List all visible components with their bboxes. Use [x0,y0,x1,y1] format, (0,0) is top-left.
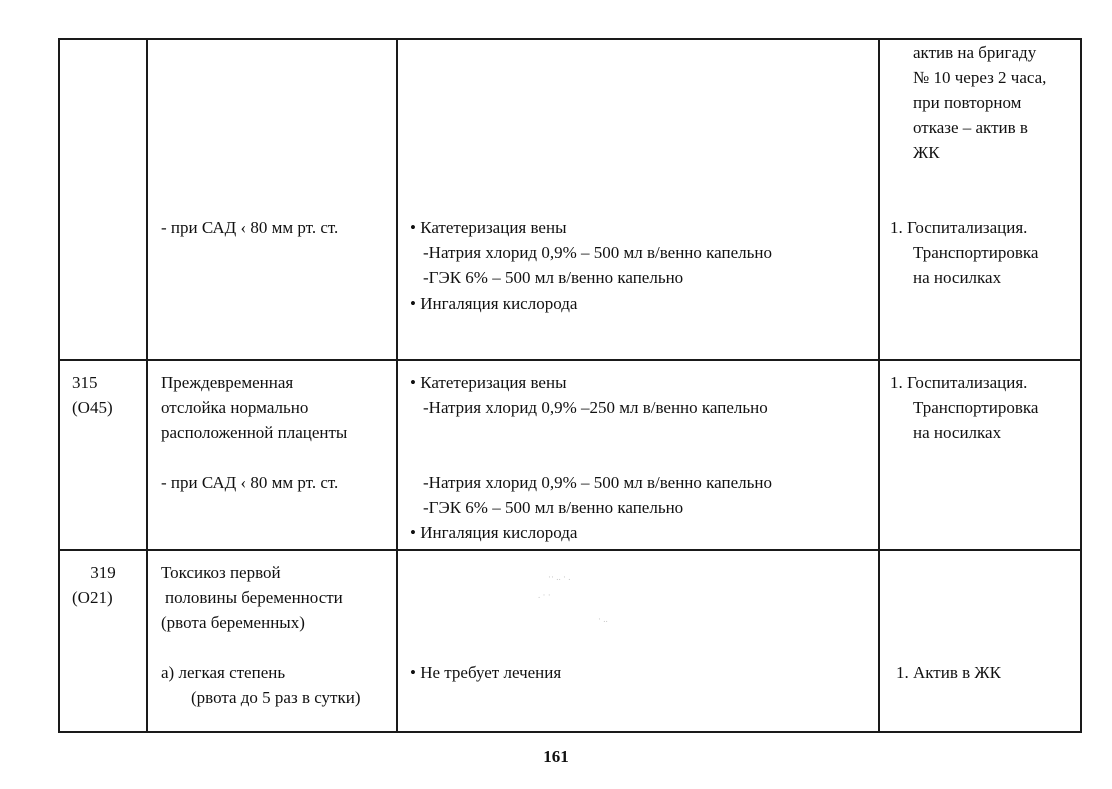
protocol-table [58,38,1082,733]
tactics-cell [879,550,1081,732]
tactics-cell [879,360,1081,550]
scan-noise: · .. [598,614,608,624]
tactics-line: Транспортировка [913,243,1039,262]
treatment-cell [397,360,879,550]
treatment-line: • Ингаляция кислорода [410,294,578,313]
condition-cell [147,39,397,360]
condition-line: - при САД ‹ 80 мм рт. ст. [161,218,339,237]
tactics-line: отказе – актив в [913,118,1028,137]
treatment-cell [397,550,879,732]
code-cell [59,550,147,732]
code-line: (O21) [72,588,113,607]
treatment-line: -Натрия хлорид 0,9% – 500 мл в/венно капельно [423,243,772,262]
code-line: (O45) [72,398,113,417]
treatment-line: -Натрия хлорид 0,9% –250 мл в/венно капельно [423,398,768,417]
scan-noise: ·· .. · . [548,572,571,582]
condition-line: (рвота беременных) [161,613,305,632]
table-row [59,39,1081,360]
code-cell [59,360,147,550]
tactics-line: при повторном [913,93,1022,112]
tactics-line: на носилках [913,268,1002,287]
treatment-line: • Не требует лечения [410,663,562,682]
scan-noise: . · · [538,590,551,600]
table-row [59,550,1081,732]
tactics-cell [879,39,1081,360]
tactics-line: 1. Госпитализация. [890,218,1028,237]
condition-cell [147,360,397,550]
condition-cell [147,550,397,732]
condition-line: - при САД ‹ 80 мм рт. ст. [161,473,339,492]
condition-line: Преждевременная [161,373,294,392]
condition-line: отслойка нормально [161,398,309,417]
tactics-line: ЖК [913,143,940,162]
condition-line: половины беременности [165,588,343,607]
treatment-line: -ГЭК 6% – 500 мл в/венно капельно [423,268,684,287]
tactics-line: актив на бригаду [913,43,1037,62]
treatment-line: -Натрия хлорид 0,9% – 500 мл в/венно капельно [423,473,772,492]
tactics-line: Транспортировка [913,398,1039,417]
code-line: 319 [90,563,116,582]
tactics-line: 1. Актив в ЖК [896,663,1001,682]
tactics-line: 1. Госпитализация. [890,373,1028,392]
code-line: 315 [72,373,98,392]
treatment-cell [397,39,879,360]
treatment-line: -ГЭК 6% – 500 мл в/венно капельно [423,498,684,517]
condition-line: Токсикоз первой [161,563,281,582]
page-number: 161 [543,747,569,766]
treatment-line: • Ингаляция кислорода [410,523,578,542]
treatment-line: • Катетеризация вены [410,218,567,237]
condition-line: а) легкая степень [161,663,286,682]
table-row [59,360,1081,550]
code-cell [59,39,147,360]
condition-line: (рвота до 5 раз в сутки) [191,688,361,707]
condition-line: расположенной плаценты [161,423,348,442]
tactics-line: № 10 через 2 часа, [913,68,1047,87]
treatment-line: • Катетеризация вены [410,373,567,392]
tactics-line: на носилках [913,423,1002,442]
